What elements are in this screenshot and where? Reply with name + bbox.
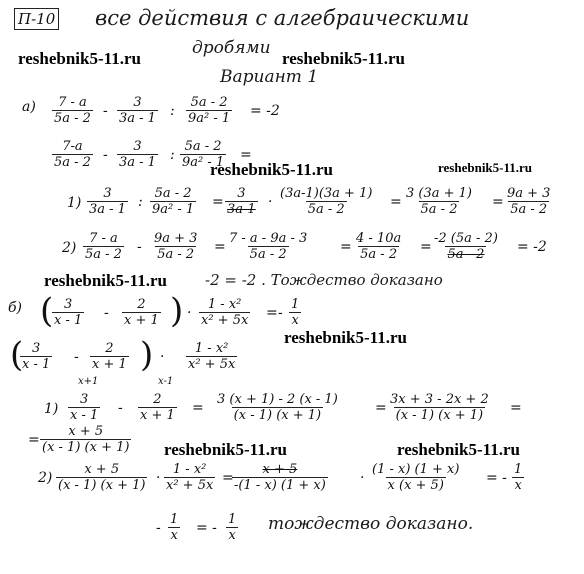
operator: = <box>492 194 504 210</box>
step-label: 2) <box>62 240 77 256</box>
fraction: $\frac{7 - a}{5a - 2}$ <box>54 95 91 126</box>
page-title: все действия с алгебраическими <box>95 6 470 30</box>
fraction: $\frac{5a - 2}{\text{9a² - 1}}$ <box>182 139 225 170</box>
operator: : <box>138 194 143 210</box>
operator: · <box>360 470 365 486</box>
operator: : <box>170 147 175 163</box>
watermark: reshebnik5-11.ru <box>44 271 167 290</box>
fraction: $\frac{4 - 10a}{5a - 2}$ <box>356 231 402 262</box>
open-paren: ( <box>40 291 54 331</box>
watermark: reshebnik5-11.ru <box>18 49 141 68</box>
operator: · <box>160 349 165 365</box>
page-title-line2: дробями <box>192 38 271 58</box>
operator: = <box>28 432 40 448</box>
operator: - <box>137 239 142 255</box>
fraction: $\frac{3}{3a - 1}$ <box>119 139 156 170</box>
fraction: $\frac{\text{1 - x²}}{\text{x² + 5x}}$ <box>201 297 249 328</box>
operator: - <box>103 103 108 119</box>
fraction: $\frac{-2 (5a - 2)}{5a - 2}$ <box>434 231 498 262</box>
operator: = <box>510 400 522 416</box>
step-label: 1) <box>67 195 82 211</box>
fraction: $\frac{1}{x}$ <box>291 297 300 328</box>
fraction: $\frac{7 - a}{5a - 2}$ <box>85 231 122 262</box>
operator: = - <box>196 520 217 536</box>
equals-result: = -2 <box>250 103 280 119</box>
watermark: reshebnik5-11.ru <box>284 328 407 347</box>
operator: = <box>212 194 224 210</box>
operator: · <box>187 305 192 321</box>
multiplier-note: x+1 <box>78 376 99 387</box>
fraction: $\frac{3}{3a-1}$ <box>227 186 256 217</box>
fraction: $\frac{3}{3a - 1}$ <box>89 186 126 217</box>
fraction: $\frac{x + 5}{-(1 - x) (1 + x)}$ <box>234 462 326 493</box>
part-b-label: б) <box>8 300 23 316</box>
fraction: $\frac{7 - a - 9a - 3}{5a - 2}$ <box>229 231 308 262</box>
fraction: $\frac{9a + 3}{5a - 2}$ <box>507 186 551 217</box>
fraction: $\frac{9a + 3}{5a - 2}$ <box>154 231 198 262</box>
operator: = <box>375 400 387 416</box>
fraction: $\frac{3}{x - 1}$ <box>54 297 83 328</box>
operator: · <box>156 470 161 486</box>
close-paren: ) <box>170 291 184 331</box>
part-b-conclusion-text: тождество доказано. <box>268 514 474 534</box>
fraction: $\frac{x + 5}{(x - 1) (x + 1)}$ <box>42 424 130 455</box>
watermark: reshebnik5-11.ru <box>282 49 405 68</box>
fraction: $\frac{1}{x}$ <box>228 512 237 543</box>
fraction: $\frac{1}{x}$ <box>514 462 523 493</box>
operator: = <box>340 239 352 255</box>
fraction: $\frac{2}{x + 1}$ <box>140 392 175 423</box>
fraction: $\frac{(1 - x) (1 + x)}{x (x + 5)}$ <box>372 462 460 493</box>
fraction: $\frac{\text{1 - x²}}{\text{x² + 5x}}$ <box>166 462 214 493</box>
fraction: $\frac{3}{x - 1}$ <box>22 341 51 372</box>
multiplier-note: x-1 <box>158 376 174 387</box>
fraction: $\frac{5a - 2}{\text{9a² - 1}}$ <box>188 95 231 126</box>
operator: - <box>104 305 109 321</box>
operator: = <box>266 305 278 321</box>
operator: = <box>222 470 234 486</box>
operator: = <box>390 194 402 210</box>
operator: - <box>118 400 123 416</box>
fraction: $\frac{3 (3a + 1)}{5a - 2}$ <box>406 186 472 217</box>
operator: = - <box>486 470 507 486</box>
operator: - <box>278 305 283 321</box>
fraction: $\frac{5a - 2}{\text{9a² - 1}}$ <box>152 186 195 217</box>
watermark: reshebnik5-11.ru <box>210 160 333 179</box>
task-number-badge: П-10 <box>14 8 59 30</box>
equals-result: = -2 <box>517 239 547 255</box>
operator: = <box>420 239 432 255</box>
operator: - <box>156 520 161 536</box>
fraction: $\frac{1}{x}$ <box>170 512 179 543</box>
operator: = <box>240 147 252 163</box>
open-paren: ( <box>10 335 24 375</box>
fraction: $\frac{3 (x + 1) - 2 (x - 1)}{(x - 1) (x + 1)}$ <box>217 392 338 423</box>
step-label: 1) <box>44 401 59 417</box>
watermark: reshebnik5-11.ru <box>438 160 533 175</box>
fraction: $\frac{3}{3a - 1}$ <box>119 95 156 126</box>
watermark: reshebnik5-11.ru <box>397 440 520 459</box>
fraction: $\frac{x + 5}{(x - 1) (x + 1)}$ <box>58 462 146 493</box>
watermark: reshebnik5-11.ru <box>164 440 287 459</box>
fraction: $\frac{2}{x + 1}$ <box>124 297 159 328</box>
part-a-conclusion: -2 = -2 . Тождество доказано <box>205 271 443 289</box>
fraction: $\frac{(3a-1)(3a + 1)}{5a - 2}$ <box>280 186 373 217</box>
part-a-label: а) <box>22 99 36 115</box>
operator: = <box>214 239 226 255</box>
operator: · <box>268 194 273 210</box>
fraction: $\frac{3}{x - 1}$ <box>70 392 99 423</box>
operator: - <box>74 349 79 365</box>
variant-label: Вариант 1 <box>220 67 319 87</box>
operator: : <box>170 103 175 119</box>
fraction: $\frac{7-a}{5a - 2}$ <box>54 139 91 170</box>
operator: = <box>192 400 204 416</box>
close-paren: ) <box>140 335 154 375</box>
step-label: 2) <box>38 470 53 486</box>
operator: - <box>103 147 108 163</box>
fraction: $\frac{3x + 3 - 2x + 2}{(x - 1) (x + 1)}$ <box>390 392 489 423</box>
fraction: $\frac{\text{1 - x²}}{\text{x² + 5x}}$ <box>188 341 236 372</box>
fraction: $\frac{2}{x + 1}$ <box>92 341 127 372</box>
